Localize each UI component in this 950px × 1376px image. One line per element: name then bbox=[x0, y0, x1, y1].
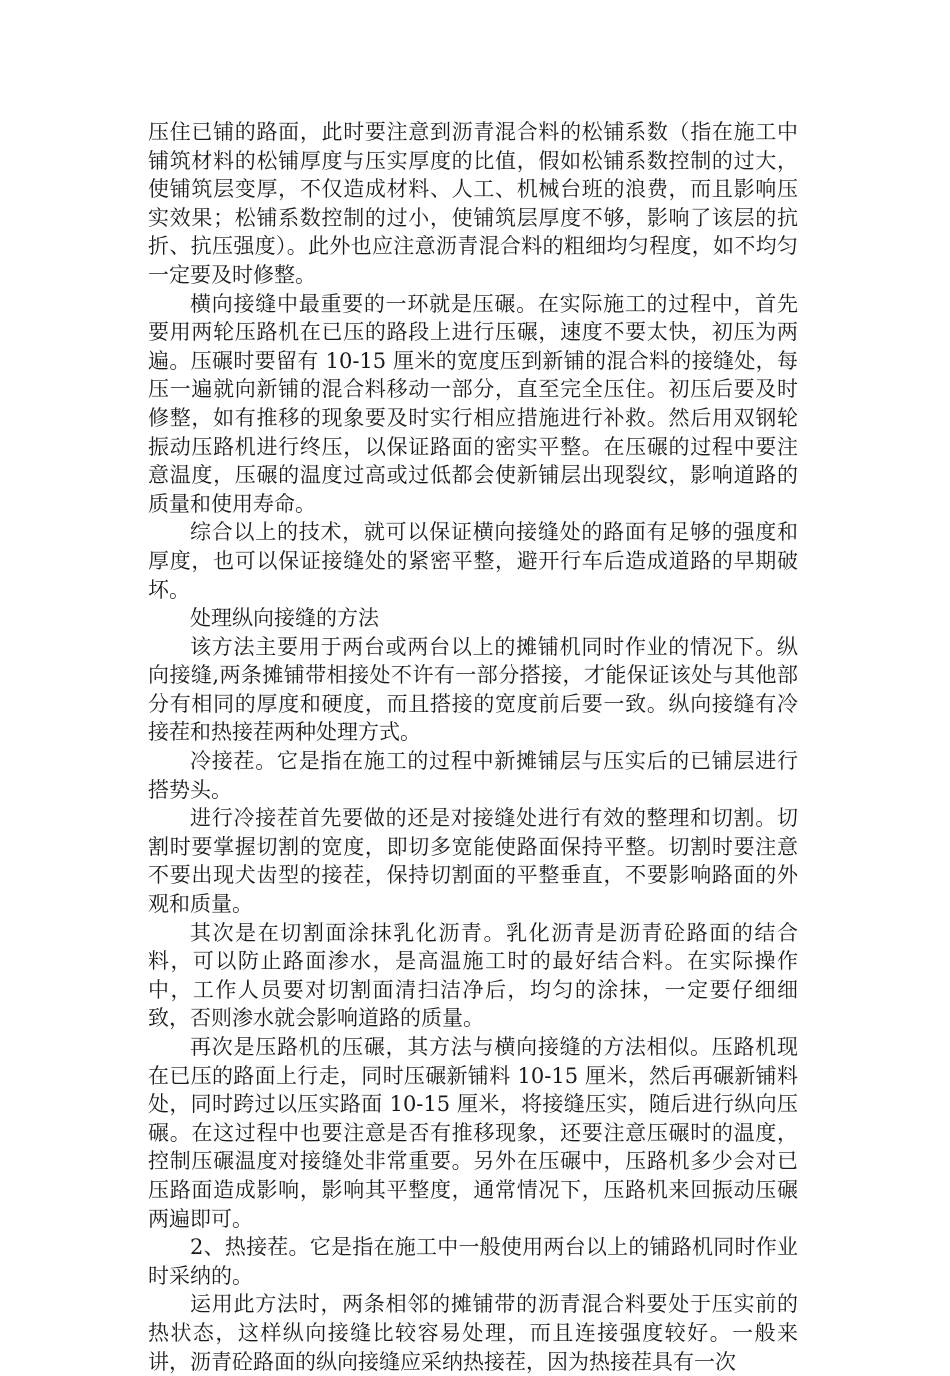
document-body bbox=[148, 118, 798, 1376]
paragraph-3: 综合以上的技术，就可以保证横向接缝处的路面有足够的强度和厚度，也可以保证接缝处的紧密平整，避开行车后造成道路的早期破坏。 bbox=[148, 520, 798, 602]
paragraph-10: 2、热接茬。它是指在施工中一般使用两台以上的铺路机同时作业时采纳的。 bbox=[148, 1235, 798, 1288]
paragraph-1: 压住已铺的路面，此时要注意到沥青混合料的松铺系数（指在施工中铺筑材料的松铺厚度与压实厚度的比值，假如松铺系数控制的过大，使铺筑层变厚，不仅造成材料、人工、机械台班的浪费，而且影响压实效果；松铺系数控制的过小，使铺筑层厚度不够，影响了该层的抗折、抗压强度）。此外也应注意沥青混合料的粗细均匀程度，如不均匀一定要及时修整。 bbox=[148, 120, 798, 287]
paragraph-2: 横向接缝中最重要的一环就是压碾。在实际施工的过程中，首先要用两轮压路机在已压的路段上进行压碾，速度不要太快，初压为两遍。压碾时要留有 10-15 厘米的宽度压到新铺的混合料的接缝处，每压一遍就向新铺的混合料移动一部分，直至完全压住。初压后要及时修整，如有推移的现象要及时实行相应措施进行补救。然后用双钢轮振动压路机进行终压，以保证路面的密实平整。在压碾的过程中要注意温度，压碾的温度过高或过低都会使新铺层出现裂纹，影响道路的质量和使用寿命。 bbox=[148, 291, 798, 516]
paragraph-9: 再次是压路机的压碾，其方法与横向接缝的方法相似。压路机现在已压的路面上行走，同时压碾新铺料 10-15 厘米，然后再碾新铺料处，同时跨过以压实路面 10-15 厘米，将接缝压实，随后进行纵向压碾。在这过程中也要注意是否有推移现象，还要注意压碾时的温度，控制压碾温度对接缝处非常重要。另外在压碾中，压路机多少会对已压路面造成影响，影响其平整度，通常情况下，压路机来回振动压碾两遍即可。 bbox=[148, 1035, 798, 1231]
section-heading: 处理纵向接缝的方法 bbox=[190, 606, 379, 631]
paragraph-11: 运用此方法时，两条相邻的摊铺带的沥青混合料要处于压实前的热状态，这样纵向接缝比较容易处理，而且连接强度较好。一般来讲，沥青砼路面的纵向接缝应采纳热接茬，因为热接茬具有一次 bbox=[148, 1292, 798, 1374]
paragraph-6: 冷接茬。它是指在施工的过程中新摊铺层与压实后的已铺层进行搭势头。 bbox=[148, 749, 798, 802]
paragraph-5: 该方法主要用于两台或两台以上的摊铺机同时作业的情况下。纵向接缝,两条摊铺带相接处不许有一部分搭接，才能保证该处与其他部分有相同的厚度和硬度，而且搭接的宽度前后要一致。纵向接缝有冷接茬和热接茬两种处理方式。 bbox=[148, 634, 798, 745]
paragraph-8: 其次是在切割面涂抹乳化沥青。乳化沥青是沥青砼路面的结合料，可以防止路面渗水，是高温施工时的最好结合料。在实际操作中，工作人员要对切割面清扫洁净后，均匀的涂抹，一定要仔细细致，否则渗水就会影响道路的质量。 bbox=[148, 920, 798, 1031]
paragraph-7: 进行冷接茬首先要做的还是对接缝处进行有效的整理和切割。切割时要掌握切割的宽度，即切多宽能使路面保持平整。切割时要注意不要出现犬齿型的接茬，保持切割面的平整垂直，不要影响路面的外观和质量。 bbox=[148, 806, 798, 917]
